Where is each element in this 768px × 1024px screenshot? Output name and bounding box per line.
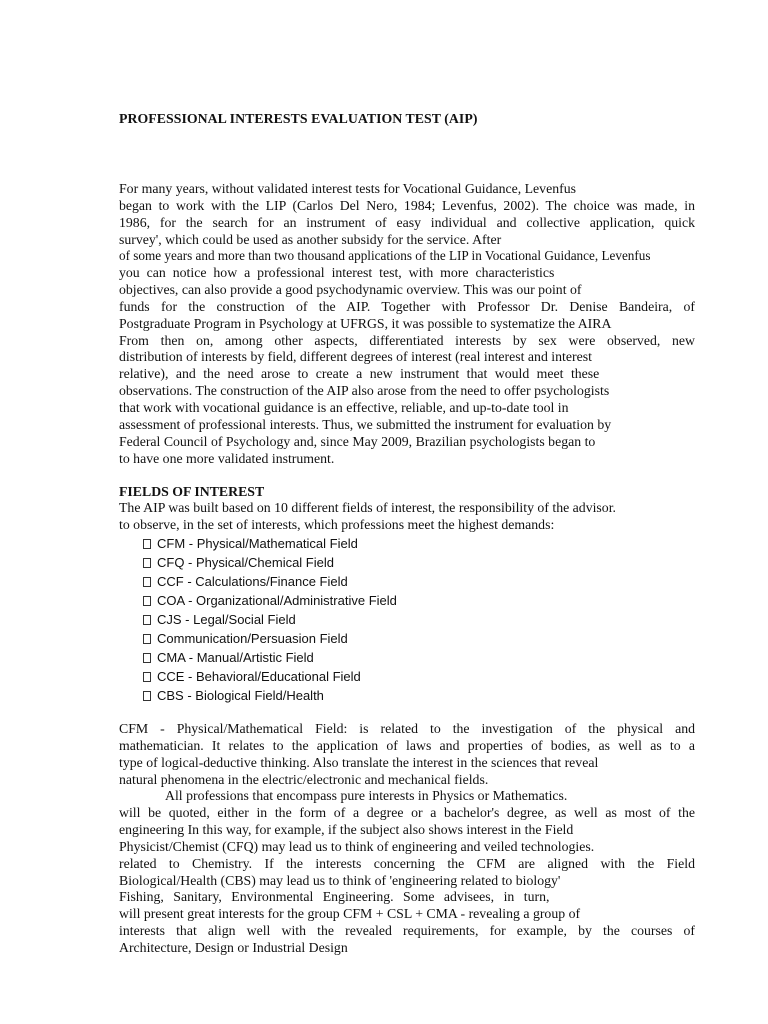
field-label: COA - Organizational/Administrative Field xyxy=(157,592,397,608)
text-line: will be quoted, either in the form of a degree or a bachelor's degree, as well as most of the xyxy=(119,805,695,821)
text-line: mathematician. It relates to the application of laws and properties of bodies, as well as to a xyxy=(119,737,695,753)
text-line: related to Chemistry. If the interests concerning the CFM are aligned with the Field xyxy=(119,855,695,871)
text-line: Biological/Health (CBS) may lead us to think of 'engineering related to biology' xyxy=(119,872,561,888)
fields-heading: FIELDS OF INTEREST xyxy=(119,484,265,499)
bullet-box-icon xyxy=(143,672,151,682)
text-line: funds for the construction of the AIP. Together with Professor Dr. Denise Bandeira, of xyxy=(119,298,695,314)
text-line: engineering In this way, for example, if the subject also shows interest in the Field xyxy=(119,822,574,838)
bullet-box-icon xyxy=(143,577,151,587)
list-item xyxy=(143,668,397,687)
bullet-box-icon xyxy=(143,691,151,701)
fields-intro-paragraph xyxy=(119,500,695,534)
bullet-box-icon xyxy=(143,653,151,663)
text-line: relative), and the need arose to create a new instrument that would meet these xyxy=(119,366,600,382)
list-item xyxy=(143,687,397,706)
fields-list xyxy=(143,535,397,705)
bullet-box-icon xyxy=(143,615,151,625)
field-label: CJS - Legal/Social Field xyxy=(157,611,296,627)
list-item xyxy=(143,573,397,592)
text-line: assessment of professional interests. Thus, we submitted the instrument for evaluation by xyxy=(119,416,612,432)
text-line: type of logical-deductive thinking. Also translate the interest in the sciences that reveal xyxy=(119,754,599,770)
text-line: to have one more validated instrument. xyxy=(119,450,335,466)
text-line: interests that align well with the revealed requirements, for example, by the courses of xyxy=(119,923,695,939)
text-line: natural phenomena in the electric/electronic and mechanical fields. xyxy=(119,771,489,787)
text-line: objectives, can also provide a good psychodynamic overview. This was our point of xyxy=(119,282,582,298)
text-line: you can notice how a professional interest test, with more characteristics xyxy=(119,265,555,281)
text-line: Architecture, Design or Industrial Design xyxy=(119,939,348,955)
text-line: From then on, among other aspects, differentiated interests by sex were observed, new xyxy=(119,332,695,348)
text-line: CFM - Physical/Mathematical Field: is related to the investigation of the physical and xyxy=(119,721,695,736)
text-line: survey', which could be used as another subsidy for the service. After xyxy=(119,231,502,247)
cfm-paragraph xyxy=(119,721,695,957)
field-label: CCF - Calculations/Finance Field xyxy=(157,573,348,589)
field-label: CFM - Physical/Mathematical Field xyxy=(157,536,358,551)
text-line: observations. The construction of the AIP also arose from the need to offer psychologists xyxy=(119,383,610,399)
text-line: to observe, in the set of interests, which professions meet the highest demands: xyxy=(119,516,555,532)
list-item xyxy=(143,649,397,668)
bullet-box-icon xyxy=(143,539,151,549)
text-line: The AIP was built based on 10 different fields of interest, the responsibility of the advisor. xyxy=(119,500,616,515)
list-item xyxy=(143,554,397,573)
field-label: CFQ - Physical/Chemical Field xyxy=(157,554,334,570)
document-title: PROFESSIONAL INTERESTS EVALUATION TEST (AIP) xyxy=(119,111,478,126)
bullet-box-icon xyxy=(143,596,151,606)
text-line: that work with vocational guidance is an effective, reliable, and up-to-date tool in xyxy=(119,399,569,415)
bullet-box-icon xyxy=(143,558,151,568)
text-line: began to work with the LIP (Carlos Del Nero, 1984; Levenfus, 2002). The choice was made, in xyxy=(119,197,695,213)
text-line: Federal Council of Psychology and, since May 2009, Brazilian psychologists began to xyxy=(119,433,596,449)
field-label: CCE - Behavioral/Educational Field xyxy=(157,668,361,684)
text-line: Fishing, Sanitary, Environmental Engineering. Some advisees, in turn, xyxy=(119,889,550,905)
intro-paragraph xyxy=(119,181,695,467)
text-line: For many years, without validated interest tests for Vocational Guidance, Levenfus xyxy=(119,181,576,196)
list-item xyxy=(143,611,397,630)
text-line: will present great interests for the group CFM + CSL + CMA - revealing a group of xyxy=(119,906,581,922)
list-item xyxy=(143,592,397,611)
text-line: 1986, for the search for an instrument of easy individual and collective application, quick xyxy=(119,214,695,230)
field-label: CBS - Biological Field/Health xyxy=(157,687,324,703)
field-label: CMA - Manual/Artistic Field xyxy=(157,649,314,665)
text-line: of some years and more than two thousand applications of the LIP in Vocational Guidance, Levenfus xyxy=(119,248,651,264)
text-line: distribution of interests by field, different degrees of interest (real interest and interest xyxy=(119,349,592,365)
text-line: Physicist/Chemist (CFQ) may lead us to think of engineering and veiled technologies. xyxy=(119,838,595,854)
bullet-box-icon xyxy=(143,634,151,644)
list-item xyxy=(143,535,397,554)
field-label: Communication/Persuasion Field xyxy=(157,630,348,646)
list-item xyxy=(143,630,397,649)
text-line: Postgraduate Program in Psychology at UFRGS, it was possible to systematize the AIRA xyxy=(119,315,612,331)
text-line: All professions that encompass pure interests in Physics or Mathematics. xyxy=(165,788,568,804)
